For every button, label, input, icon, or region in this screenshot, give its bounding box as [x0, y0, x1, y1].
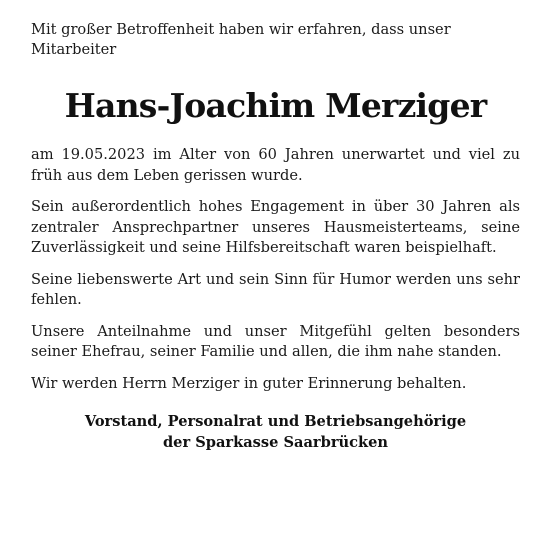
paragraph-personality: Seine liebenswerte Art und sein Sinn für Humor werden uns sehr fehlen. — [31, 270, 520, 308]
signature-block — [31, 411, 520, 453]
signature-line-2: der Sparkasse Saarbrücken — [162, 434, 389, 451]
signature-line-1: Vorstand, Personalrat und Betriebsangehörige — [84, 413, 467, 430]
paragraph-date: am 19.05.2023 im Alter von 60 Jahren unerwartet und viel zu früh aus dem Leben gerissen wurde. — [31, 146, 520, 184]
paragraph-condolence: Unsere Anteilnahme und unser Mitgefühl gelten besonders seiner Ehefrau, seiner Familie und allen, die ihm nahe standen. — [31, 322, 520, 360]
deceased-name: Hans-Joachim Merziger — [64, 86, 487, 125]
paragraph-remembrance: Wir werden Herrn Merziger in guter Erinnerung behalten. — [31, 374, 467, 392]
intro-text: Mit großer Betroffenheit haben wir erfahren, dass unser Mitarbeiter — [31, 21, 451, 58]
paragraph-engagement: Sein außerordentlich hohes Engagement in über 30 Jahren als zentraler Ansprechpartner unseres Hausmeisterteams, seine Zuverlässigkeit und seine Hilfsbereitschaft waren beispielhaft. — [31, 198, 520, 256]
